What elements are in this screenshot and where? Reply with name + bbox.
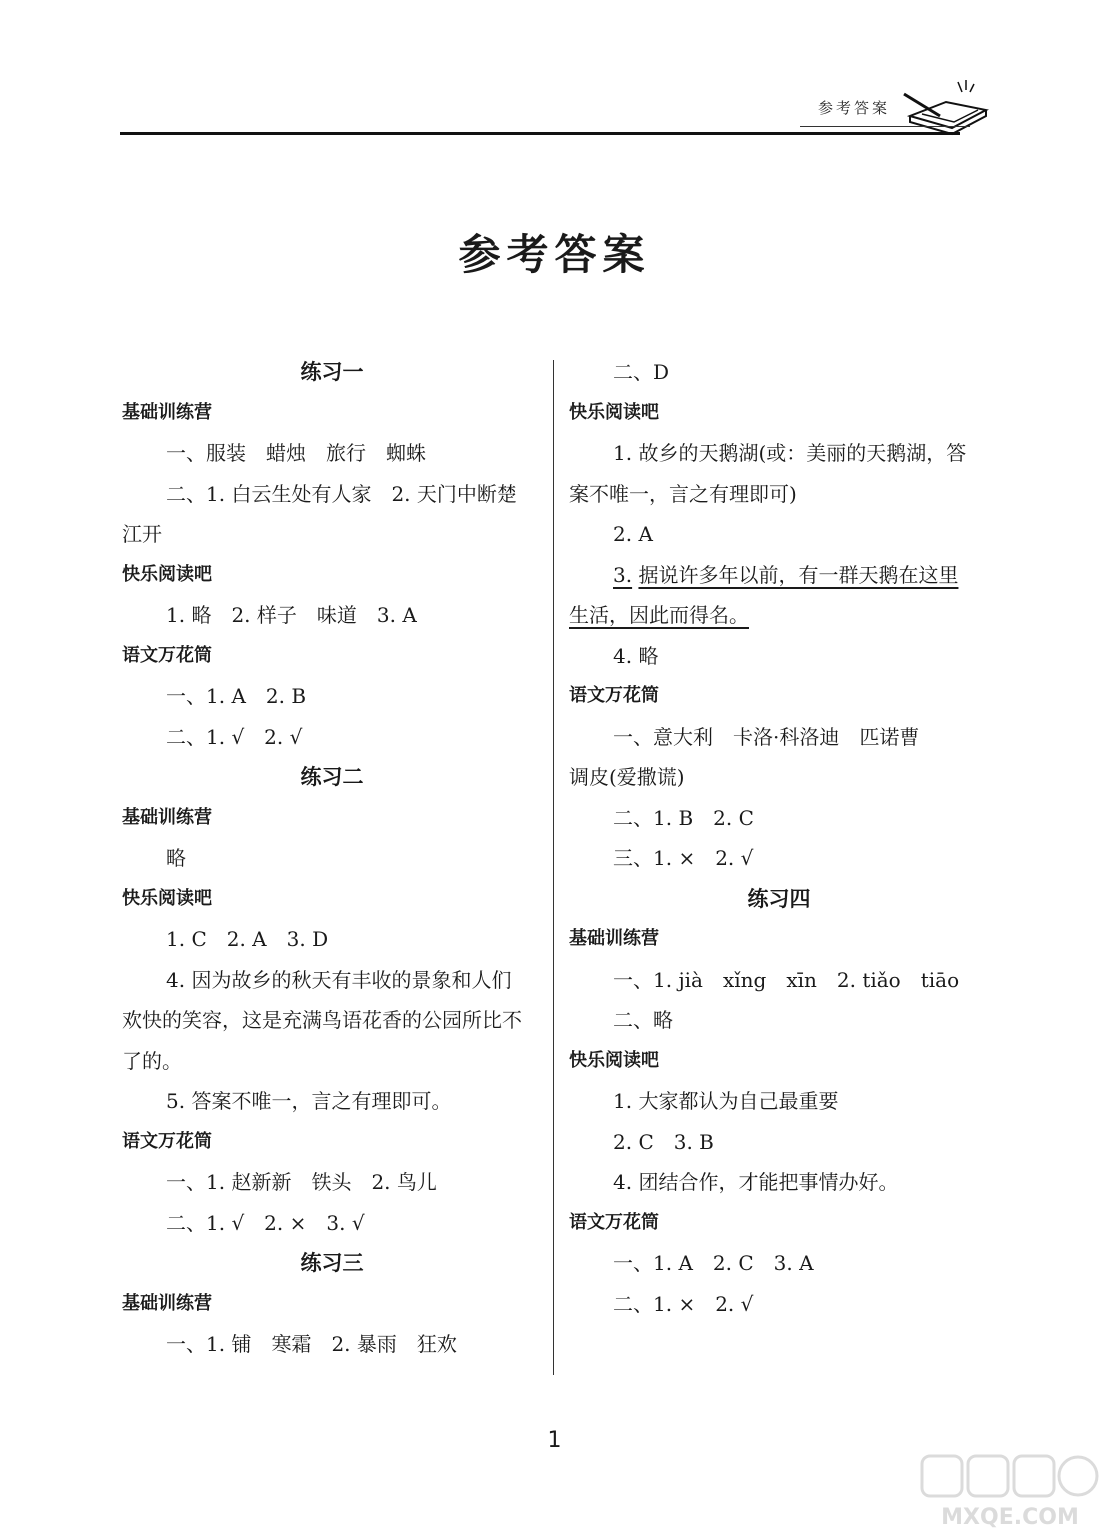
answer-line — [122, 1041, 542, 1082]
answer-line — [569, 352, 989, 393]
answer-line — [122, 595, 542, 636]
underlined-answer: 据说许多年以前，有一群天鹅在这里 — [638, 562, 959, 587]
line-text: 二、1. × 2. √ — [613, 1291, 754, 1316]
answer-line — [569, 514, 989, 555]
column-divider — [553, 360, 554, 1375]
line-text: 1. 大家都认为自己最重要 — [613, 1089, 839, 1113]
line-text: 练习三 — [300, 1251, 364, 1275]
answer-line — [122, 514, 542, 555]
answer-line — [569, 1284, 989, 1325]
answer-line — [569, 1081, 989, 1122]
answer-line — [122, 1203, 542, 1244]
line-text: 3. — [613, 562, 633, 587]
line-text: 二、D — [613, 360, 670, 384]
line-text: 2. C 3. B — [613, 1129, 714, 1154]
page-title: 参考答案 — [458, 230, 651, 279]
answer-line — [569, 636, 989, 677]
line-text: 一、1. A 2. B — [166, 684, 307, 708]
section-heading — [569, 1041, 989, 1082]
section-heading — [122, 879, 542, 920]
answer-line — [569, 595, 989, 636]
answer-line — [569, 717, 989, 758]
answer-line — [122, 1081, 542, 1122]
line-text: 2. A — [613, 522, 653, 546]
line-text: 了的。 — [122, 1048, 182, 1073]
answer-line — [122, 717, 542, 758]
answer-line — [569, 555, 989, 596]
line-text: 江开 — [122, 522, 162, 546]
line-text: 练习二 — [300, 765, 364, 789]
answer-line — [122, 1000, 542, 1041]
answer-line — [569, 1243, 989, 1284]
line-text: 二、1. B 2. C — [613, 805, 754, 830]
line-text: 5. 答案不唯一，言之有理即可。 — [166, 1089, 452, 1113]
answer-line — [569, 433, 989, 474]
left-column — [122, 352, 542, 1365]
header-rule — [120, 132, 960, 135]
line-text: 语文万花筒 — [122, 1130, 212, 1152]
line-text: 快乐阅读吧 — [569, 401, 659, 423]
line-text: 基础训练营 — [122, 806, 212, 828]
answer-line — [122, 1162, 542, 1203]
section-heading — [122, 555, 542, 596]
watermark-text: MXQE.COM — [941, 1505, 1079, 1530]
section-heading — [122, 1284, 542, 1325]
line-text: 练习一 — [300, 360, 364, 384]
right-column — [569, 352, 989, 1324]
answer-line — [569, 474, 989, 515]
header-tag: 参考答案 — [818, 99, 891, 117]
line-text: 基础训练营 — [122, 401, 212, 423]
answer-line — [122, 838, 542, 879]
answer-line — [122, 474, 542, 515]
line-text: 快乐阅读吧 — [122, 563, 212, 585]
line-text: 二、1. 白云生处有人家 2. 天门中断楚 — [166, 481, 517, 506]
section-heading — [122, 1122, 542, 1163]
line-text: 一、意大利 卡洛·科洛迪 匹诺曹 — [613, 724, 920, 749]
line-text: 4. 因为故乡的秋天有丰收的景象和人们 — [166, 967, 512, 992]
watermark-logo — [920, 1452, 1100, 1530]
line-text: 1. 略 2. 样子 味道 3. A — [166, 603, 417, 627]
line-text: 4. 略 — [613, 643, 659, 668]
line-text: 练习四 — [747, 886, 811, 911]
line-text: 快乐阅读吧 — [122, 887, 212, 909]
exercise-heading — [122, 1243, 542, 1284]
line-text: 基础训练营 — [122, 1292, 212, 1314]
exercise-heading — [122, 757, 542, 798]
line-text: 一、1. jià xǐng xīn 2. tiǎo tiāo — [613, 967, 960, 992]
answer-line — [122, 919, 542, 960]
book-icon — [900, 76, 992, 138]
line-text: 二、1. √ 2. × 3. √ — [166, 1210, 365, 1235]
line-text: 一、1. 铺 寒霜 2. 暴雨 狂欢 — [166, 1332, 457, 1356]
line-text: 一、1. 赵新新 铁头 2. 鸟儿 — [166, 1170, 437, 1194]
line-text: 4. 团结合作，才能把事情办好。 — [613, 1170, 899, 1194]
answer-line — [122, 676, 542, 717]
answer-line — [569, 757, 989, 798]
section-heading — [569, 676, 989, 717]
answer-line — [569, 1162, 989, 1203]
header-thin-rule — [800, 126, 970, 127]
line-text: 1. 故乡的天鹅湖(或：美丽的天鹅湖，答 — [613, 441, 967, 465]
answer-line — [569, 1122, 989, 1163]
line-text: 语文万花筒 — [122, 644, 212, 666]
answer-line — [569, 838, 989, 879]
section-heading — [122, 636, 542, 677]
answer-line — [122, 960, 542, 1001]
line-text: 快乐阅读吧 — [569, 1049, 659, 1071]
line-text: 二、1. √ 2. √ — [166, 724, 303, 749]
line-text: 语文万花筒 — [569, 1211, 659, 1233]
exercise-heading — [569, 879, 989, 920]
answer-line — [122, 1324, 542, 1365]
line-text: 基础训练营 — [569, 928, 659, 949]
line-text: 一、1. A 2. C 3. A — [613, 1251, 814, 1275]
section-heading — [122, 393, 542, 434]
section-heading — [569, 393, 989, 434]
line-text: 三、1. × 2. √ — [613, 846, 754, 870]
line-text: 案不唯一，言之有理即可) — [569, 481, 797, 506]
line-text: 调皮(爱撒谎) — [569, 765, 685, 789]
line-text: 欢快的笑容，这是充满鸟语花香的公园所比不 — [122, 1008, 522, 1032]
answer-line — [569, 960, 989, 1001]
line-text: 二、略 — [613, 1008, 673, 1032]
exercise-heading — [122, 352, 542, 393]
line-text: 1. C 2. A 3. D — [166, 927, 329, 951]
answer-line — [569, 1000, 989, 1041]
line-text: 语文万花筒 — [569, 685, 659, 706]
answer-line — [569, 798, 989, 839]
answer-line — [122, 433, 542, 474]
section-heading — [122, 798, 542, 839]
line-text: 略 — [166, 846, 186, 870]
line-text: 一、服装 蜡烛 旅行 蜘蛛 — [166, 441, 426, 465]
underlined-answer: 生活，因此而得名。 — [569, 603, 749, 627]
section-heading — [569, 1203, 989, 1244]
page-number: 1 — [547, 1428, 562, 1453]
section-heading — [569, 919, 989, 960]
